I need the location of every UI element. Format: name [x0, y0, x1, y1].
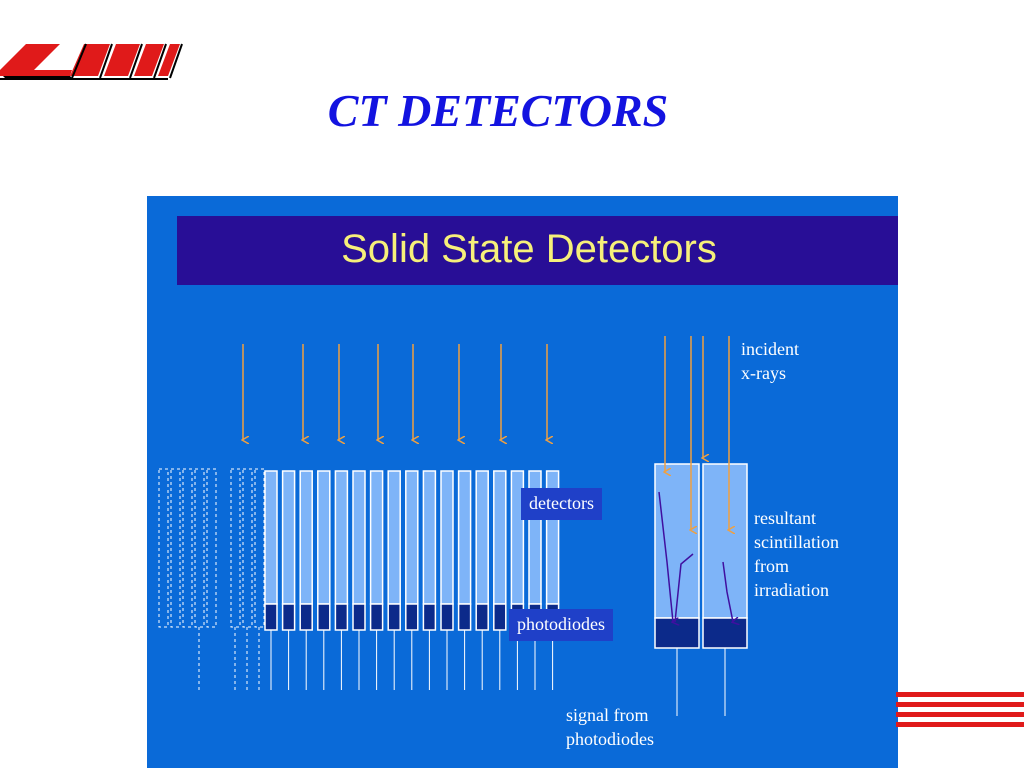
detector-element: [441, 471, 453, 604]
photodiode-element: [459, 604, 471, 630]
photodiode-element: [353, 604, 365, 630]
signal-from-photodiodes-note: [566, 703, 654, 751]
photodiodes-label: photodiodes: [509, 609, 613, 641]
scintillation-detail: [655, 336, 747, 716]
detector-element: [406, 471, 418, 604]
red-bars-logo: [0, 40, 190, 85]
detail-detector: [703, 464, 747, 618]
detail-detector: [655, 464, 699, 618]
detector-array: [265, 471, 559, 690]
incident-arrows: [243, 344, 547, 440]
ghost-detector: [171, 469, 180, 627]
detector-element: [318, 471, 330, 604]
photodiode-element: [406, 604, 418, 630]
detector-element: [353, 471, 365, 604]
detector-element: [371, 471, 383, 604]
logo-bar: [0, 70, 72, 76]
note-line: photodiodes: [566, 729, 654, 749]
ghost-detector: [231, 469, 240, 627]
red-stripes-decoration: [896, 690, 1024, 730]
detector-element: [265, 471, 277, 604]
photodiode-element: [265, 604, 277, 630]
note-line: signal from: [566, 705, 649, 725]
detector-element: [494, 471, 506, 604]
photodiode-element: [423, 604, 435, 630]
note-line: irradiation: [754, 580, 829, 600]
photodiode-element: [476, 604, 488, 630]
stripe: [896, 702, 1024, 707]
ghost-detector: [207, 469, 216, 627]
ghost-detector: [183, 469, 192, 627]
ghost-detector: [195, 469, 204, 627]
stripe: [896, 692, 1024, 697]
ghost-detector: [255, 469, 264, 627]
detectors-label: detectors: [521, 488, 602, 520]
detail-photodiode: [655, 618, 699, 648]
photodiode-element: [388, 604, 400, 630]
diagram-heading: Solid State Detectors: [341, 227, 717, 271]
diagram-panel: [147, 196, 898, 768]
note-line: resultant: [754, 508, 816, 528]
stripe: [896, 722, 1024, 727]
ghost-detector: [159, 469, 168, 627]
detector-element: [388, 471, 400, 604]
photodiode-element: [300, 604, 312, 630]
page-title: CT DETECTORS: [327, 85, 669, 136]
photodiode-element: [441, 604, 453, 630]
detail-photodiode: [703, 618, 747, 648]
detector-element: [459, 471, 471, 604]
stripe: [896, 712, 1024, 717]
detector-element: [283, 471, 295, 604]
logo-bar-shadow: [3, 76, 72, 78]
detector-element: [423, 471, 435, 604]
ghost-detector: [243, 469, 252, 627]
logo-bar: [0, 44, 60, 70]
note-line: incident: [741, 339, 799, 359]
resultant-scintillation-note: [754, 506, 839, 602]
note-line: scintillation: [754, 532, 839, 552]
detector-element: [300, 471, 312, 604]
ghost-detectors: [159, 469, 264, 690]
photodiode-element: [283, 604, 295, 630]
photodiode-element: [371, 604, 383, 630]
note-line: from: [754, 556, 789, 576]
logo-bar: [70, 44, 110, 76]
note-line: x-rays: [741, 363, 786, 383]
detector-element: [476, 471, 488, 604]
detector-element: [335, 471, 347, 604]
photodiode-element: [335, 604, 347, 630]
incident-xrays-note: [741, 337, 799, 385]
photodiode-element: [494, 604, 506, 630]
detector-diagram: [147, 196, 898, 768]
photodiode-element: [318, 604, 330, 630]
